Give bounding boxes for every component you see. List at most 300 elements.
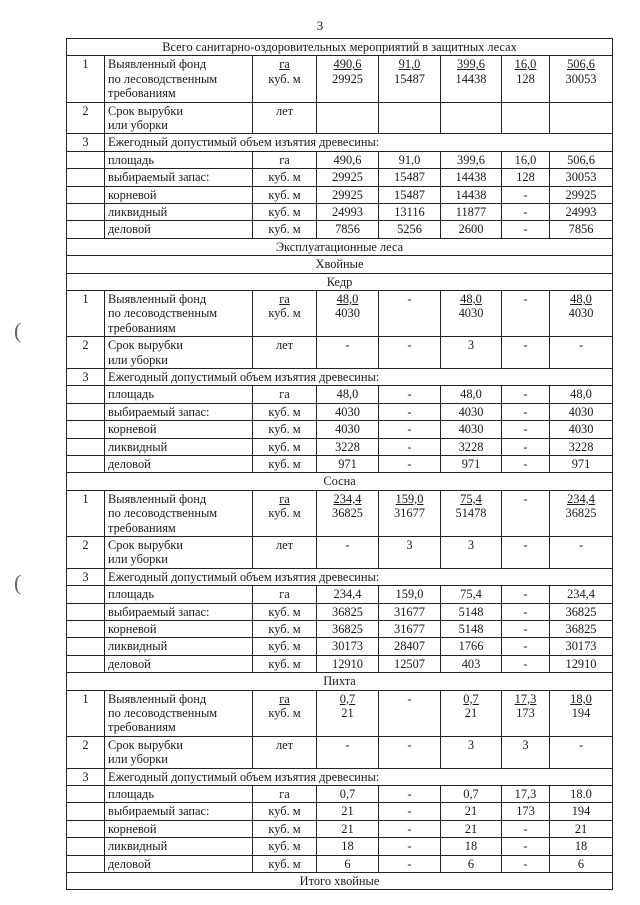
- value-cell: 6: [317, 855, 379, 872]
- description-line: Выявленный фонд: [108, 491, 207, 506]
- value-cell: 3228: [317, 438, 379, 455]
- unit-cell: куб. м: [253, 186, 317, 203]
- value-cell: [379, 736, 441, 768]
- value-cell: [550, 102, 613, 134]
- value-cell: [317, 337, 379, 369]
- value-line: 36825: [565, 506, 597, 521]
- table-row: [67, 855, 613, 872]
- section-header: Всего санитарно-оздоровительных мероприятий в защитных лесах: [67, 39, 613, 56]
- table-row: [67, 603, 613, 620]
- value-cell: -: [379, 820, 441, 837]
- value-cell: 30173: [550, 638, 613, 655]
- value-cell: [550, 736, 613, 768]
- value-cell: 506,6: [550, 151, 613, 168]
- value-cell: 159,0: [379, 586, 441, 603]
- value-cell: 21: [317, 820, 379, 837]
- table-row: [67, 690, 613, 736]
- value-cell: -: [502, 655, 550, 672]
- value-cell: -: [379, 456, 441, 473]
- section-header: Хвойные: [67, 256, 613, 273]
- unit-cell: [253, 337, 317, 369]
- value-cell: -: [502, 603, 550, 620]
- unit-line: лет: [275, 338, 294, 353]
- value-cell: 14438: [441, 186, 502, 203]
- value-cell: [502, 56, 550, 102]
- unit-line: лет: [275, 103, 294, 118]
- unit-cell: куб. м: [253, 620, 317, 637]
- value-cell: [550, 56, 613, 102]
- unit-cell: куб. м: [253, 221, 317, 238]
- value-cell: [550, 536, 613, 568]
- unit-cell: куб. м: [253, 820, 317, 837]
- unit-cell: куб. м: [253, 655, 317, 672]
- value-line: 128: [516, 71, 535, 86]
- value-line: 399,6: [457, 57, 485, 72]
- row-description: Ежегодный допустимый объем изъятия древесины:: [105, 368, 613, 385]
- value-line: 4030: [568, 306, 594, 321]
- value-line: 234,4: [333, 491, 362, 506]
- row-description: [105, 102, 253, 134]
- row-description: Ежегодный допустимый объем изъятия древесины:: [105, 134, 613, 151]
- value-cell: 128: [502, 169, 550, 186]
- description-line: или уборки: [108, 752, 168, 767]
- unit-cell: [253, 291, 317, 337]
- value-line: 3: [467, 537, 475, 552]
- value-cell: [317, 102, 379, 134]
- unit-line: га: [279, 57, 290, 72]
- value-cell: -: [502, 221, 550, 238]
- description-line: Срок вырубки: [108, 537, 183, 552]
- row-description: Ежегодный допустимый объем изъятия древесины:: [105, 768, 613, 785]
- value-cell: 4030: [317, 421, 379, 438]
- unit-cell: [253, 56, 317, 102]
- value-cell: 2600: [441, 221, 502, 238]
- section-header-row: [67, 256, 613, 273]
- row-number-cell: [67, 638, 105, 655]
- unit-cell: [253, 536, 317, 568]
- row-number: 2: [67, 736, 105, 768]
- description-line: или уборки: [108, 117, 168, 132]
- value-cell: 12910: [550, 655, 613, 672]
- row-number-cell: [67, 421, 105, 438]
- row-number-cell: [67, 456, 105, 473]
- value-cell: 4030: [441, 421, 502, 438]
- table-row: [67, 386, 613, 403]
- value-cell: [441, 536, 502, 568]
- item-label: ликвидный: [105, 438, 253, 455]
- table-row: [67, 736, 613, 768]
- table-row: [67, 134, 613, 151]
- value-cell: 5256: [379, 221, 441, 238]
- value-cell: 971: [441, 456, 502, 473]
- value-cell: 18: [441, 838, 502, 855]
- unit-line: куб. м: [268, 706, 301, 720]
- item-label: площадь: [105, 386, 253, 403]
- value-cell: 13116: [379, 203, 441, 220]
- value-line: 490,6: [333, 57, 362, 72]
- value-cell: 48,0: [441, 386, 502, 403]
- value-line: 3: [522, 737, 529, 752]
- value-cell: 18: [550, 838, 613, 855]
- page-number: 3: [316, 18, 324, 33]
- section-header-row: [67, 39, 613, 56]
- description-line: Срок вырубки: [108, 103, 183, 118]
- value-line: -: [345, 737, 350, 752]
- item-label: площадь: [105, 151, 253, 168]
- value-line: 3: [467, 737, 475, 752]
- value-cell: [441, 490, 502, 536]
- table-row: [67, 785, 613, 802]
- value-cell: -: [502, 838, 550, 855]
- value-cell: 234,4: [317, 586, 379, 603]
- value-cell: [502, 536, 550, 568]
- description-line: по лесоводственным: [108, 706, 218, 720]
- value-cell: [502, 490, 550, 536]
- value-cell: 24993: [317, 203, 379, 220]
- value-cell: -: [502, 820, 550, 837]
- section-header-row: [67, 873, 613, 890]
- value-line: -: [523, 537, 528, 552]
- row-number-cell: [67, 151, 105, 168]
- section-header: Кедр: [67, 273, 613, 290]
- section-header-row: [67, 473, 613, 490]
- item-label: деловой: [105, 221, 253, 238]
- row-number-cell: [67, 438, 105, 455]
- value-cell: 4030: [441, 403, 502, 420]
- table-row: [67, 820, 613, 837]
- value-cell: [441, 56, 502, 102]
- row-number: 2: [67, 337, 105, 369]
- value-cell: 3228: [441, 438, 502, 455]
- value-cell: 3228: [550, 438, 613, 455]
- description-line: по лесоводственным: [108, 71, 218, 86]
- value-cell: 36825: [550, 620, 613, 637]
- row-number: 3: [67, 368, 105, 385]
- value-line: 36825: [332, 506, 363, 521]
- value-cell: -: [502, 638, 550, 655]
- unit-cell: куб. м: [253, 456, 317, 473]
- value-line: 21: [341, 706, 354, 720]
- value-line: 159,0: [395, 491, 424, 506]
- value-line: 48,0: [460, 292, 482, 307]
- value-cell: 30053: [550, 169, 613, 186]
- value-cell: 31677: [379, 603, 441, 620]
- value-line: 14438: [455, 71, 487, 86]
- value-line: 4030: [458, 306, 484, 321]
- value-cell: 4030: [317, 403, 379, 420]
- unit-cell: куб. м: [253, 855, 317, 872]
- value-cell: -: [502, 620, 550, 637]
- value-cell: -: [502, 386, 550, 403]
- item-label: выбираемый запас:: [105, 603, 253, 620]
- item-label: выбираемый запас:: [105, 403, 253, 420]
- description-line: требованиям: [108, 86, 176, 101]
- value-cell: [502, 690, 550, 736]
- value-cell: 4030: [550, 403, 613, 420]
- value-line: 91,0: [398, 57, 421, 72]
- value-line: 0,7: [463, 691, 479, 706]
- unit-cell: куб. м: [253, 203, 317, 220]
- table-row: [67, 456, 613, 473]
- row-number: 1: [67, 690, 105, 736]
- row-number-cell: [67, 838, 105, 855]
- unit-line: лет: [275, 737, 294, 752]
- value-cell: 36825: [550, 603, 613, 620]
- value-line: [553, 104, 609, 118]
- table-row: [67, 421, 613, 438]
- table-row: [67, 638, 613, 655]
- value-cell: -: [502, 203, 550, 220]
- table-row: [67, 56, 613, 102]
- value-cell: -: [502, 456, 550, 473]
- value-line: 51478: [455, 506, 487, 521]
- unit-cell: га: [253, 586, 317, 603]
- row-number-cell: [67, 803, 105, 820]
- value-cell: [317, 291, 379, 337]
- row-number: 1: [67, 291, 105, 337]
- value-line: 48,0: [336, 292, 359, 307]
- row-number-cell: [67, 855, 105, 872]
- value-cell: 14438: [441, 169, 502, 186]
- value-cell: 31677: [379, 620, 441, 637]
- item-label: корневой: [105, 421, 253, 438]
- description-line: требованиям: [108, 720, 176, 735]
- item-label: ликвидный: [105, 203, 253, 220]
- table-row: [67, 568, 613, 585]
- value-line: -: [407, 338, 412, 353]
- value-cell: [502, 291, 550, 337]
- unit-cell: куб. м: [253, 421, 317, 438]
- forest-felling-table: [66, 38, 613, 890]
- value-cell: -: [379, 403, 441, 420]
- value-cell: [317, 690, 379, 736]
- value-cell: [441, 690, 502, 736]
- unit-cell: [253, 490, 317, 536]
- value-cell: 36825: [317, 603, 379, 620]
- value-cell: 48,0: [317, 386, 379, 403]
- row-number-cell: [67, 403, 105, 420]
- row-number: 3: [67, 134, 105, 151]
- value-cell: 15487: [379, 169, 441, 186]
- table-row: [67, 438, 613, 455]
- table-row: [67, 337, 613, 369]
- value-line: 173: [516, 706, 535, 720]
- value-cell: [317, 536, 379, 568]
- value-cell: [550, 490, 613, 536]
- value-line: 16,0: [514, 57, 537, 72]
- value-cell: 29925: [550, 186, 613, 203]
- table-row: [67, 368, 613, 385]
- value-cell: [379, 490, 441, 536]
- table-row: [67, 536, 613, 568]
- item-label: деловой: [105, 855, 253, 872]
- row-number-cell: [67, 586, 105, 603]
- value-line: 194: [571, 706, 591, 720]
- value-cell: [502, 102, 550, 134]
- value-line: -: [407, 737, 412, 752]
- row-description: [105, 337, 253, 369]
- value-cell: [441, 736, 502, 768]
- description-line: Выявленный фонд: [108, 57, 207, 72]
- description-line: Выявленный фонд: [108, 691, 207, 706]
- value-cell: 18.0: [550, 785, 613, 802]
- value-cell: 91,0: [379, 151, 441, 168]
- row-number-cell: [67, 603, 105, 620]
- value-cell: 4030: [550, 421, 613, 438]
- value-cell: 5148: [441, 620, 502, 637]
- unit-cell: га: [253, 386, 317, 403]
- unit-cell: куб. м: [253, 603, 317, 620]
- value-line: 29925: [332, 71, 363, 86]
- section-header: Сосна: [67, 473, 613, 490]
- value-cell: 194: [550, 803, 613, 820]
- item-label: корневой: [105, 620, 253, 637]
- table-row: [67, 291, 613, 337]
- description-line: или уборки: [108, 352, 168, 367]
- row-number-cell: [67, 169, 105, 186]
- value-line: [505, 104, 546, 118]
- value-line: [320, 104, 375, 118]
- unit-line: куб. м: [268, 71, 301, 86]
- unit-line: га: [279, 691, 290, 706]
- section-header-row: [67, 273, 613, 290]
- unit-cell: куб. м: [253, 803, 317, 820]
- unit-cell: [253, 736, 317, 768]
- row-number-cell: [67, 820, 105, 837]
- unit-cell: га: [253, 785, 317, 802]
- value-cell: 29925: [317, 169, 379, 186]
- table-row: [67, 221, 613, 238]
- value-line: 21: [464, 706, 478, 720]
- value-line: -: [578, 338, 584, 353]
- value-cell: 30173: [317, 638, 379, 655]
- value-cell: -: [379, 838, 441, 855]
- value-cell: [502, 736, 550, 768]
- value-line: -: [407, 292, 412, 307]
- value-cell: [379, 536, 441, 568]
- value-line: -: [523, 338, 528, 353]
- value-cell: 0,7: [441, 785, 502, 802]
- value-cell: -: [379, 785, 441, 802]
- section-header-row: [67, 673, 613, 690]
- row-description: [105, 56, 253, 102]
- unit-line: лет: [275, 537, 294, 552]
- value-cell: -: [379, 386, 441, 403]
- value-cell: 16,0: [502, 151, 550, 168]
- section-header: Итого хвойные: [67, 873, 613, 890]
- value-line: 15487: [394, 71, 425, 86]
- unit-cell: куб. м: [253, 438, 317, 455]
- unit-cell: куб. м: [253, 638, 317, 655]
- value-cell: -: [379, 803, 441, 820]
- value-cell: -: [502, 586, 550, 603]
- value-line: -: [523, 491, 528, 506]
- description-line: требованиям: [108, 320, 176, 335]
- value-cell: [550, 337, 613, 369]
- table-row: [67, 655, 613, 672]
- unit-line: га: [279, 491, 290, 506]
- table-row: [67, 169, 613, 186]
- table-row: [67, 620, 613, 637]
- description-line: Срок вырубки: [108, 338, 183, 353]
- value-line: -: [407, 691, 412, 706]
- unit-cell: куб. м: [253, 169, 317, 186]
- value-cell: 36825: [317, 620, 379, 637]
- value-line: -: [578, 737, 584, 752]
- row-number: 2: [67, 102, 105, 134]
- row-number-cell: [67, 785, 105, 802]
- value-cell: -: [502, 403, 550, 420]
- value-cell: 399,6: [441, 151, 502, 168]
- value-cell: 17,3: [502, 785, 550, 802]
- value-cell: [379, 690, 441, 736]
- unit-cell: га: [253, 151, 317, 168]
- row-description: [105, 536, 253, 568]
- value-cell: 234,4: [550, 586, 613, 603]
- item-label: корневой: [105, 186, 253, 203]
- value-cell: 6: [550, 855, 613, 872]
- unit-cell: [253, 102, 317, 134]
- row-description: Ежегодный допустимый объем изъятия древесины:: [105, 568, 613, 585]
- row-description: [105, 736, 253, 768]
- value-cell: -: [379, 421, 441, 438]
- value-line: 75,4: [460, 491, 482, 506]
- unit-cell: куб. м: [253, 838, 317, 855]
- value-cell: -: [379, 438, 441, 455]
- value-line: [444, 104, 498, 118]
- value-cell: [550, 291, 613, 337]
- item-label: корневой: [105, 820, 253, 837]
- value-cell: [441, 291, 502, 337]
- table-row: [67, 490, 613, 536]
- row-number: 2: [67, 536, 105, 568]
- value-line: 3: [406, 537, 413, 552]
- item-label: площадь: [105, 785, 253, 802]
- description-line: Срок вырубки: [108, 737, 183, 752]
- value-line: 3: [467, 338, 475, 353]
- value-cell: 11877: [441, 203, 502, 220]
- value-line: 30053: [565, 71, 597, 86]
- value-cell: 490,6: [317, 151, 379, 168]
- value-cell: 75,4: [441, 586, 502, 603]
- description-line: по лесоводственным: [108, 506, 218, 521]
- value-cell: [317, 736, 379, 768]
- value-cell: 173: [502, 803, 550, 820]
- item-label: выбираемый запас:: [105, 169, 253, 186]
- unit-line: га: [279, 292, 290, 307]
- table-row: [67, 186, 613, 203]
- value-cell: -: [502, 421, 550, 438]
- row-number: 1: [67, 56, 105, 102]
- value-cell: -: [502, 186, 550, 203]
- row-number-cell: [67, 186, 105, 203]
- value-cell: [379, 291, 441, 337]
- value-cell: [441, 337, 502, 369]
- row-number-cell: [67, 655, 105, 672]
- table-row: [67, 586, 613, 603]
- unit-line: куб. м: [268, 306, 301, 321]
- value-cell: [317, 490, 379, 536]
- value-cell: 7856: [550, 221, 613, 238]
- row-number: 3: [67, 768, 105, 785]
- value-line: 31677: [394, 506, 425, 521]
- item-label: ликвидный: [105, 638, 253, 655]
- description-line: по лесоводственным: [108, 306, 218, 321]
- item-label: деловой: [105, 456, 253, 473]
- row-number-cell: [67, 620, 105, 637]
- item-label: выбираемый запас:: [105, 803, 253, 820]
- table-row: [67, 151, 613, 168]
